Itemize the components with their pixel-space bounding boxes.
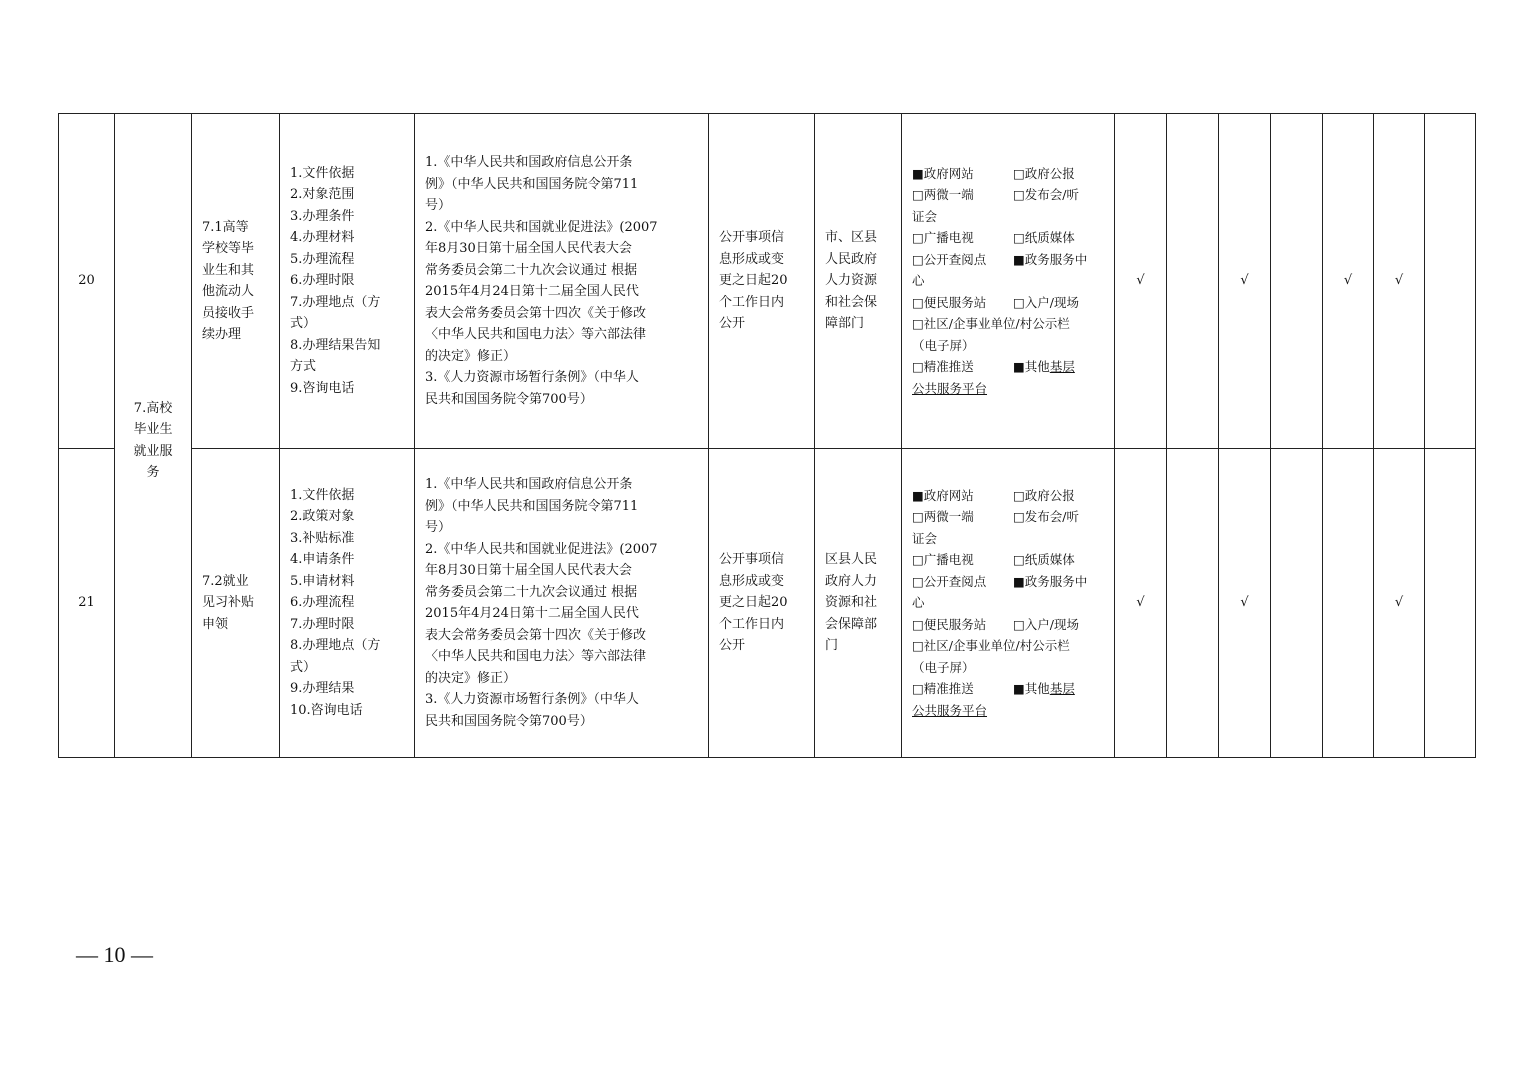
check-mark: √ <box>1240 595 1249 611</box>
basis-line: 例》（中华人民共和国国务院令第711 <box>425 498 639 514</box>
check-mark: √ <box>1136 273 1145 289</box>
channel-other-label: ■其他 <box>1013 681 1050 697</box>
time-line: 公开事项信 <box>719 552 785 568</box>
disclosure-table <box>58 113 1476 758</box>
channel-option: ■政府网站 <box>912 165 974 181</box>
item-line: 见习补贴 <box>202 595 255 611</box>
basis-line: 表大会常务委员会第十四次《关于修改 <box>425 305 647 321</box>
content-line: 式） <box>290 316 317 332</box>
item-line: 他流动人 <box>202 284 255 299</box>
disclosure-channels <box>902 114 1115 449</box>
channel-option: □便民服务站 <box>912 616 987 632</box>
basis-line: 2015年4月24日第十二届全国人民代 <box>425 284 639 299</box>
channel-option: □公开查阅点 <box>912 251 987 267</box>
channel-other-label: ■其他 <box>1013 359 1050 375</box>
disclosure-subject <box>815 114 902 449</box>
subject-line: 人民政府 <box>825 251 878 267</box>
channel-option: □纸质媒体 <box>1013 230 1075 246</box>
check-cell <box>1167 114 1219 449</box>
basis-line: 民共和国国务院令第700号） <box>425 713 593 729</box>
check-cell <box>1374 449 1425 758</box>
check-mark: √ <box>1136 595 1145 611</box>
check-cell <box>1425 114 1476 449</box>
content-line: 3.办理条件 <box>290 208 355 224</box>
subject-line: 门 <box>825 638 839 654</box>
check-mark: √ <box>1240 273 1249 289</box>
content-line: 6.办理时限 <box>290 273 355 289</box>
subject-line: 市、区县 <box>825 230 878 246</box>
content-line: 6.办理流程 <box>290 595 355 611</box>
channel-option-cont: 心 <box>912 273 925 289</box>
channel-option: □社区/企事业单位/村公示栏 <box>912 316 1070 332</box>
channel-option: □便民服务站 <box>912 294 987 310</box>
item-line: 申领 <box>202 616 229 632</box>
basis-line: 民共和国国务院令第700号） <box>425 391 593 407</box>
basis-line: 2.《中华人民共和国就业促进法》(2007 <box>425 541 658 557</box>
content-line: 1.文件依据 <box>290 487 355 503</box>
channel-other-value: 基层 <box>1049 359 1075 375</box>
time-line: 公开事项信 <box>719 230 785 246</box>
basis-line: 号） <box>425 198 452 213</box>
check-cell <box>1271 449 1323 758</box>
basis-line: 年8月30日第十届全国人民代表大会 <box>425 563 632 578</box>
time-line: 息形成或变 <box>719 573 785 589</box>
check-cell <box>1219 449 1271 758</box>
check-cell <box>1115 114 1167 449</box>
channel-option <box>1013 356 1075 378</box>
disclosure-time <box>709 114 815 449</box>
basis-line: 〈中华人民共和国电力法〉等六部法律 <box>425 327 647 342</box>
check-cell <box>1323 449 1374 758</box>
basis-line: 表大会常务委员会第十四次《关于修改 <box>425 627 647 643</box>
basis-line: 例》（中华人民共和国国务院令第711 <box>425 176 639 192</box>
channel-option: □精准推送 <box>912 681 974 697</box>
table-row <box>59 449 1476 758</box>
group-name-line: 务 <box>146 465 160 480</box>
content-line: 4.办理材料 <box>290 230 355 246</box>
channel-option: □广播电视 <box>912 230 974 246</box>
disclosure-subject <box>815 449 902 758</box>
content-line: 9.办理结果 <box>290 681 355 697</box>
channel-option-cont: 证会 <box>912 208 938 224</box>
basis-line: 2015年4月24日第十二届全国人民代 <box>425 606 639 621</box>
content-line: 9.咨询电话 <box>290 380 355 396</box>
channel-other-value: 基层 <box>1049 681 1075 697</box>
content-line: 1.文件依据 <box>290 165 355 181</box>
content-line: 8.办理结果告知 <box>290 337 381 353</box>
channel-option: □入户/现场 <box>1013 294 1080 310</box>
channel-option: ■政府网站 <box>912 487 974 503</box>
basis-line: 3.《人力资源市场暂行条例》（中华人 <box>425 692 639 707</box>
channel-option: □两微一端 <box>912 509 974 525</box>
check-mark: √ <box>1343 273 1353 289</box>
check-mark: √ <box>1394 595 1404 611</box>
channel-option: □入户/现场 <box>1013 616 1080 632</box>
basis-line: 常务委员会第二十九次会议通过 根据 <box>425 262 638 278</box>
item-line: 7.2就业 <box>202 573 249 589</box>
table-row <box>59 114 1476 449</box>
disclosure-content <box>280 449 415 758</box>
content-line: 7.办理地点（方 <box>290 294 381 310</box>
content-line: 2.政策对象 <box>290 509 355 525</box>
channel-option: ■政务服务中 <box>1013 573 1088 589</box>
channel-option-cont: 心 <box>912 595 925 611</box>
subject-line: 人力资源 <box>825 273 878 289</box>
item-line: 学校等毕 <box>202 241 255 256</box>
channel-option: □广播电视 <box>912 552 974 568</box>
item-line: 业生和其 <box>202 262 255 278</box>
group-name-line: 7.高校 <box>133 400 173 416</box>
time-line: 息形成或变 <box>719 251 785 267</box>
check-cell <box>1425 449 1476 758</box>
check-cell <box>1323 114 1374 449</box>
time-line: 更之日起20 <box>719 595 788 611</box>
basis-line: 号） <box>425 520 452 535</box>
check-mark: √ <box>1394 273 1404 289</box>
item-line: 续办理 <box>202 327 242 342</box>
time-line: 公开 <box>719 638 746 654</box>
subject-line: 区县人民 <box>825 552 878 568</box>
basis-line: 3.《人力资源市场暂行条例》（中华人 <box>425 370 639 385</box>
page-number: — 10 — <box>76 942 153 967</box>
basis-line: 常务委员会第二十九次会议通过 根据 <box>425 584 638 600</box>
content-line: 5.办理流程 <box>290 251 355 267</box>
channel-option: ■政务服务中 <box>1013 251 1088 267</box>
channel-option <box>1013 678 1075 700</box>
group-name-line: 毕业生 <box>133 422 173 437</box>
channel-option: □发布会/听 <box>1013 509 1080 525</box>
subject-line: 政府人力 <box>825 573 878 589</box>
disclosure-time <box>709 449 815 758</box>
disclosure-content <box>280 114 415 449</box>
check-cell <box>1219 114 1271 449</box>
basis-line: 2.《中华人民共和国就业促进法》(2007 <box>425 219 658 235</box>
row-index: 21 <box>59 449 115 758</box>
channel-option: □政府公报 <box>1013 487 1075 503</box>
channel-option-cont: （电子屏） <box>912 337 975 353</box>
check-cell <box>1167 449 1219 758</box>
check-cell <box>1115 449 1167 758</box>
group-name-line: 就业服 <box>133 443 173 459</box>
row-index: 20 <box>59 114 115 449</box>
channel-option: □发布会/听 <box>1013 187 1080 203</box>
channel-other-value: 公共服务平台 <box>912 380 988 396</box>
basis-line: 的决定》修正） <box>425 670 517 686</box>
content-line: 方式 <box>290 359 317 375</box>
check-cell <box>1374 114 1425 449</box>
subject-line: 和社会保 <box>825 294 878 310</box>
channel-option: □社区/企事业单位/村公示栏 <box>912 638 1070 654</box>
disclosure-channels <box>902 449 1115 758</box>
basis-line: 〈中华人民共和国电力法〉等六部法律 <box>425 649 647 664</box>
content-line: 3.补贴标准 <box>290 530 355 546</box>
item-line: 员接收手 <box>202 305 255 321</box>
subject-line: 资源和社 <box>825 595 878 611</box>
content-line: 10.咨询电话 <box>290 702 363 718</box>
check-cell <box>1271 114 1323 449</box>
basis-line: 年8月30日第十届全国人民代表大会 <box>425 241 632 256</box>
item-name <box>192 449 280 758</box>
time-line: 公开 <box>719 316 746 332</box>
content-line: 4.申请条件 <box>290 552 355 568</box>
content-line: 2.对象范围 <box>290 187 355 203</box>
disclosure-basis <box>415 449 709 758</box>
channel-option: □两微一端 <box>912 187 974 203</box>
channel-option: □政府公报 <box>1013 165 1075 181</box>
subject-line: 障部门 <box>825 316 865 332</box>
subject-line: 会保障部 <box>825 616 878 632</box>
channel-option-cont: （电子屏） <box>912 659 975 675</box>
group-name <box>115 114 192 758</box>
channel-other-value: 公共服务平台 <box>912 702 988 718</box>
channel-option: □精准推送 <box>912 359 974 375</box>
disclosure-basis <box>415 114 709 449</box>
item-name <box>192 114 280 449</box>
basis-line: 1.《中华人民共和国政府信息公开条 <box>425 155 633 170</box>
channel-option: □公开查阅点 <box>912 573 987 589</box>
content-line: 7.办理时限 <box>290 616 355 632</box>
channel-option: □纸质媒体 <box>1013 552 1075 568</box>
content-line: 5.申请材料 <box>290 573 355 589</box>
time-line: 个工作日内 <box>719 616 785 632</box>
basis-line: 1.《中华人民共和国政府信息公开条 <box>425 477 633 492</box>
item-line: 7.1高等 <box>202 219 249 235</box>
time-line: 更之日起20 <box>719 273 788 289</box>
channel-option-cont: 证会 <box>912 530 938 546</box>
time-line: 个工作日内 <box>719 294 785 310</box>
content-line: 式） <box>290 659 317 675</box>
content-line: 8.办理地点（方 <box>290 638 381 654</box>
basis-line: 的决定》修正） <box>425 348 517 364</box>
